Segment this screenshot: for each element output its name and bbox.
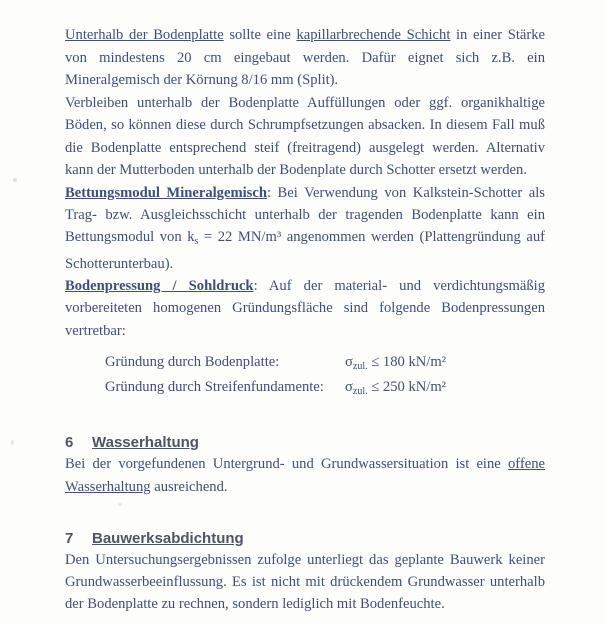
section-heading-bauwerksabdichtung	[65, 528, 545, 549]
pressure-row-label: Gründung durch Bodenplatte:	[105, 354, 280, 370]
table-row	[105, 377, 545, 402]
scan-speck	[13, 178, 17, 182]
pressure-limit: ≤ 250 kN/m²	[367, 379, 447, 395]
body-text: = 22 MN/m³ angenommen werden (Plattengründung auf Schotterunterbau).	[65, 228, 545, 272]
paragraph-bettungsmodul	[65, 182, 545, 275]
body-text: ausreichend.	[150, 478, 228, 495]
body-text: : Bei Verwendung von Kalkstein-Schotter als Trag- bzw. Ausgleichsschicht unterhalb der tragenden Bodenplatte kann ein Bettungsmodul von k	[65, 184, 545, 245]
subscript-text: s	[194, 235, 199, 247]
subscript-text: zul.	[352, 361, 368, 372]
pressure-row-label: Gründung durch Streifenfundamente:	[105, 379, 324, 395]
paragraph-capillary-layer	[65, 24, 545, 92]
body-text: sollte eine	[223, 27, 297, 43]
section-number: 6	[65, 434, 74, 451]
section-title: Bauwerksabdichtung	[92, 530, 244, 547]
underlined-term: kapillarbrechende Schicht	[296, 27, 451, 43]
body-text: Den Untersuchungsergebnissen zufolge unterliegt das geplante Bauwerk keiner Grundwasserbeeinflussung. Es ist nicht mit drückendem Grundwasser unterhalb der Bodenplatte zu rechnen, sondern lediglich mit Bodenfeuchte.	[65, 552, 545, 612]
paragraph-wasserhaltung	[65, 453, 545, 498]
sigma-symbol: σ	[345, 379, 353, 395]
body-text: : Auf der material- und verdichtungsmäßig vorbereiteten homogenen Gründungsfläche sind folgende Bodenpressungen vertretbar:	[65, 277, 545, 339]
section-heading-wasserhaltung	[65, 432, 545, 453]
pressure-row-value	[345, 377, 446, 402]
section-number: 7	[65, 530, 74, 547]
pressure-limit: ≤ 180 kN/m²	[367, 354, 447, 370]
table-row	[105, 352, 545, 377]
runin-heading: Bettungsmodul Mineralgemisch	[65, 184, 267, 201]
body-text: Verbleiben unterhalb der Bodenplatte Auffüllungen oder ggf. organikhaltige Böden, so können diese durch Schrumpfsetzungen absacken. In diesem Fall muß die Bodenplatte entsprechend steif (freitragend) ausgelegt werden. Alternativ kann der Mutterboden unterhalb der Bodenplate durch Schotter ersetzt werden.	[65, 94, 545, 178]
body-text: Bei der vorgefundenen Untergrund- und Grundwassersituation ist eine	[65, 456, 508, 472]
paragraph-fill-soils	[65, 92, 545, 182]
body-text: in einer Stärke von mindestens 20 cm eingebaut werden. Dafür eignet sich z.B. ein Mineralgemisch der Körnung 8/16 mm (Split).	[65, 27, 546, 88]
paragraph-bodenpressung	[65, 275, 545, 343]
pressure-row-value	[345, 352, 446, 377]
section-title: Wasserhaltung	[92, 434, 199, 451]
paragraph-bauwerksabdichtung	[65, 549, 545, 615]
subscript-text: zul.	[352, 386, 368, 397]
scan-speck	[118, 503, 122, 506]
underlined-term: offene Wasserhaltung	[65, 456, 545, 495]
scan-speck	[11, 440, 14, 445]
runin-heading: Bodenpressung / Sohldruck	[65, 277, 254, 294]
underlined-term: Unterhalb der Bodenplatte	[65, 27, 224, 43]
sigma-symbol: σ	[345, 354, 353, 370]
pressure-table	[105, 352, 545, 402]
